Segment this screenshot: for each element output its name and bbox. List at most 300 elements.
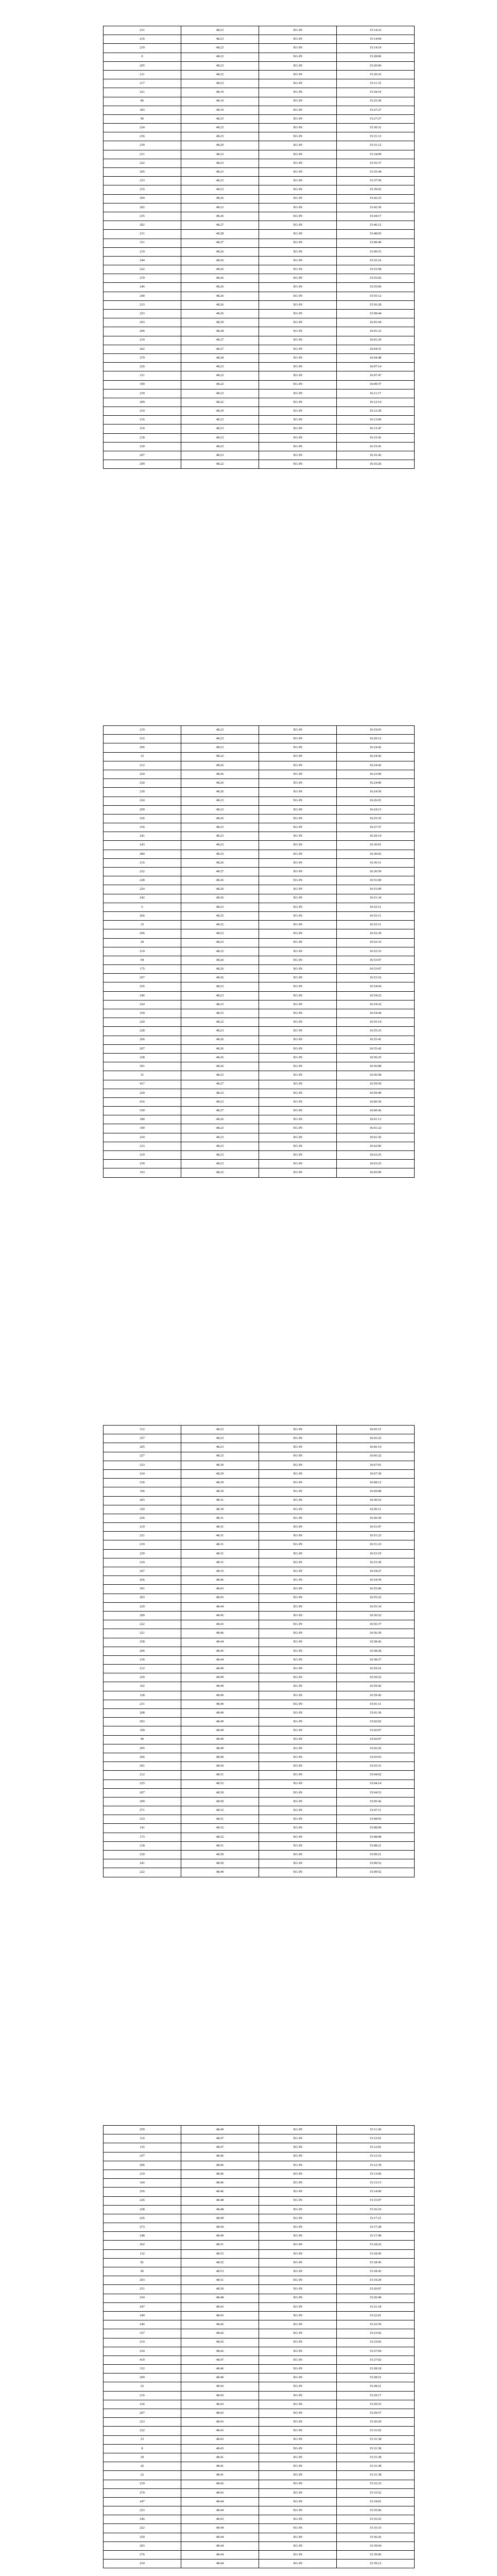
code-cell: XG-IN <box>259 2418 337 2427</box>
value-cell: 48.44 <box>181 2506 259 2515</box>
time-cell: 15:52:16 <box>337 256 415 265</box>
value-cell: 48.23 <box>181 203 259 212</box>
id-cell: 229 <box>104 1549 181 1558</box>
time-cell: 16:56:08 <box>337 1062 415 1071</box>
time-cell: 16:29:14 <box>337 832 415 841</box>
time-cell: 16:54:39 <box>337 1576 415 1585</box>
table-row <box>104 752 415 761</box>
code-cell: XG-IN <box>259 1107 337 1115</box>
code-cell: XG-IN <box>259 318 337 327</box>
value-cell: 48.23 <box>181 416 259 425</box>
id-cell: 229 <box>104 1089 181 1097</box>
table-row <box>104 124 415 132</box>
table-row <box>104 1859 415 1868</box>
code-cell: XG-IN <box>259 1602 337 1611</box>
value-cell: 48.29 <box>181 318 259 327</box>
id-cell: 219 <box>104 1540 181 1549</box>
time-cell: 15:16:10 <box>337 2205 415 2214</box>
code-cell: XG-IN <box>259 44 337 53</box>
table-row <box>104 2276 415 2285</box>
id-cell: 304 <box>104 194 181 203</box>
table-row <box>104 2524 415 2533</box>
code-cell: XG-IN <box>259 1558 337 1567</box>
code-cell: XG-IN <box>259 1514 337 1522</box>
id-cell: 234 <box>104 2560 181 2568</box>
time-cell: 15:09:21 <box>337 1851 415 1859</box>
table-row <box>104 1089 415 1097</box>
code-cell: XG-IN <box>259 1682 337 1691</box>
time-cell: 16:65:09 <box>337 1168 415 1177</box>
table-row <box>104 1160 415 1168</box>
time-cell: 15:27:04 <box>337 2347 415 2355</box>
value-cell: 48.23 <box>181 841 259 850</box>
value-cell: 48.31 <box>181 1558 259 1567</box>
time-cell: 16:54:32 <box>337 1000 415 1009</box>
id-cell: 226 <box>104 2196 181 2205</box>
value-cell: 48.49 <box>181 1735 259 1744</box>
code-cell: XG-IN <box>259 1744 337 1753</box>
id-cell: 239 <box>104 1160 181 1168</box>
table-row <box>104 1824 415 1833</box>
time-cell: 16:26:01 <box>337 796 415 805</box>
table-row <box>104 292 415 300</box>
value-cell: 48.43 <box>181 2435 259 2444</box>
time-cell: 16:51:09 <box>337 885 415 894</box>
code-cell: XG-IN <box>259 345 337 353</box>
code-cell: XG-IN <box>259 53 337 61</box>
value-cell: 48.49 <box>181 1691 259 1700</box>
table-row <box>104 1540 415 1549</box>
value-cell: 48.23 <box>181 1160 259 1168</box>
code-cell: XG-IN <box>259 212 337 221</box>
code-cell: XG-IN <box>259 2480 337 2488</box>
id-cell: 224 <box>104 124 181 132</box>
code-cell: XG-IN <box>259 1160 337 1168</box>
table-row <box>104 965 415 974</box>
code-cell: XG-IN <box>259 35 337 44</box>
value-cell: 48.49 <box>181 1726 259 1735</box>
id-cell: 207 <box>104 1788 181 1797</box>
time-cell: 15:31:38 <box>337 2471 415 2480</box>
value-cell: 48.42 <box>181 2480 259 2488</box>
time-cell: 16:60:30 <box>337 1097 415 1106</box>
table-row <box>104 1115 415 1124</box>
code-cell: XG-IN <box>259 380 337 389</box>
time-cell: 16:59:16 <box>337 1665 415 1673</box>
time-cell: 16:52:33 <box>337 947 415 956</box>
id-cell: 226 <box>104 1514 181 1522</box>
value-cell: 48.46 <box>181 1576 259 1585</box>
id-cell: 205 <box>104 61 181 70</box>
time-cell: 16:69:08 <box>337 1487 415 1496</box>
time-cell: 15:01:30 <box>337 1709 415 1718</box>
code-cell: XG-IN <box>259 451 337 460</box>
value-cell: 48.29 <box>181 141 259 150</box>
value-cell: 48.46 <box>181 2365 259 2374</box>
id-cell: 231 <box>104 1700 181 1708</box>
value-cell: 48.23 <box>181 79 259 88</box>
time-cell: 16:56:39 <box>337 1629 415 1638</box>
code-cell: XG-IN <box>259 88 337 97</box>
table-row <box>104 2241 415 2249</box>
time-cell: 15:08:21 <box>337 1841 415 1850</box>
table-row <box>104 44 415 53</box>
time-cell: 16:24:42 <box>337 752 415 761</box>
id-cell: 226 <box>104 2214 181 2223</box>
table-row <box>104 1080 415 1089</box>
value-cell: 48.44 <box>181 2541 259 2550</box>
table-row <box>104 1797 415 1806</box>
time-cell: 15:46:12 <box>337 221 415 230</box>
table-row <box>104 1018 415 1027</box>
id-cell: 96 <box>104 1735 181 1744</box>
id-cell: 236 <box>104 132 181 141</box>
time-cell: 16:68:12 <box>337 1479 415 1487</box>
table-row <box>104 2232 415 2241</box>
code-cell: XG-IN <box>259 1824 337 1833</box>
time-cell: 15:11:20 <box>337 2126 415 2134</box>
value-cell: 48.44 <box>181 2524 259 2533</box>
id-cell: 233 <box>104 1815 181 1824</box>
code-cell: XG-IN <box>259 1523 337 1532</box>
time-cell: 15:31:02 <box>337 2427 415 2435</box>
id-cell: 86 <box>104 97 181 106</box>
table-row <box>104 1655 415 1664</box>
id-cell: 114 <box>104 2134 181 2143</box>
time-cell: 16:65:15 <box>337 1426 415 1434</box>
time-cell: 15:18:43 <box>337 2267 415 2276</box>
id-cell: 219 <box>104 947 181 956</box>
code-cell: XG-IN <box>259 1000 337 1009</box>
table-row <box>104 1107 415 1115</box>
id-cell: 33 <box>104 921 181 929</box>
id-cell: 229 <box>104 1673 181 1682</box>
table-row <box>104 1815 415 1824</box>
code-cell: XG-IN <box>259 841 337 850</box>
value-cell: 48.31 <box>181 1523 259 1532</box>
code-cell: XG-IN <box>259 894 337 903</box>
code-cell: XG-IN <box>259 735 337 743</box>
table-row <box>104 1036 415 1044</box>
table-row <box>104 2143 415 2152</box>
id-cell: 258 <box>104 1638 181 1647</box>
id-cell: 233 <box>104 1461 181 1469</box>
value-cell: 48.47 <box>181 2143 259 2152</box>
id-cell: 219 <box>104 1151 181 1160</box>
code-cell: XG-IN <box>259 1665 337 1673</box>
table-row <box>104 2560 415 2568</box>
value-cell: 48.26 <box>181 1115 259 1124</box>
value-cell: 48.23 <box>181 1142 259 1150</box>
code-cell: XG-IN <box>259 1762 337 1771</box>
id-cell: 218 <box>104 433 181 442</box>
table-row <box>104 2427 415 2435</box>
code-cell: XG-IN <box>259 2134 337 2143</box>
time-cell: 15:34:09 <box>337 150 415 159</box>
time-cell: 16:24:00 <box>337 779 415 788</box>
table-row <box>104 230 415 239</box>
table-row <box>104 1762 415 1771</box>
table-row <box>104 389 415 398</box>
id-cell: 243 <box>104 841 181 850</box>
id-cell: 330 <box>104 1107 181 1115</box>
value-cell: 48.23 <box>181 168 259 177</box>
table-row <box>104 2223 415 2232</box>
table-row <box>104 1000 415 1009</box>
code-cell: XG-IN <box>259 832 337 841</box>
time-cell: 16:11:17 <box>337 389 415 398</box>
value-cell: 48.23 <box>181 1124 259 1133</box>
table-row <box>104 2302 415 2311</box>
id-cell: 207 <box>104 2409 181 2418</box>
id-cell: 209 <box>104 2374 181 2382</box>
value-cell: 48.49 <box>181 1709 259 1718</box>
table-row <box>104 921 415 929</box>
value-cell: 48.26 <box>181 247 259 256</box>
id-cell: 206 <box>104 1753 181 1761</box>
id-cell: 331 <box>104 239 181 247</box>
value-cell: 48.23 <box>181 35 259 44</box>
value-cell: 48.27 <box>181 221 259 230</box>
table-row <box>104 1806 415 1815</box>
value-cell: 48.43 <box>181 1585 259 1594</box>
id-cell: 209 <box>104 1797 181 1806</box>
code-cell: XG-IN <box>259 2515 337 2524</box>
time-cell: 16:51:23 <box>337 1540 415 1549</box>
time-cell: 16:63:25 <box>337 1160 415 1168</box>
value-cell: 48.23 <box>181 1097 259 1106</box>
value-cell: 48.41 <box>181 2471 259 2480</box>
value-cell: 48.22 <box>181 1018 259 1027</box>
code-cell: XG-IN <box>259 947 337 956</box>
time-cell: 16:65:22 <box>337 1434 415 1443</box>
table-row <box>104 212 415 221</box>
id-cell: 222 <box>104 1620 181 1629</box>
code-cell: XG-IN <box>259 1009 337 1018</box>
code-cell: XG-IN <box>259 194 337 203</box>
time-cell: 15:02:02 <box>337 1718 415 1726</box>
value-cell: 48.50 <box>181 2285 259 2294</box>
id-cell: 211 <box>104 371 181 380</box>
value-cell: 48.23 <box>181 451 259 460</box>
time-cell: 16:01:04 <box>337 318 415 327</box>
id-cell: 246 <box>104 2515 181 2524</box>
time-cell: 15:20:16 <box>337 70 415 79</box>
id-cell: 226 <box>104 814 181 823</box>
table-row <box>104 185 415 194</box>
time-cell: 16:52:11 <box>337 911 415 920</box>
value-cell: 48.29 <box>181 1469 259 1478</box>
code-cell: XG-IN <box>259 2241 337 2249</box>
id-cell: 222 <box>104 868 181 876</box>
id-cell: 230 <box>104 442 181 451</box>
id-cell: 327 <box>104 1434 181 1443</box>
id-cell: 234 <box>104 407 181 416</box>
id-cell: 216 <box>104 416 181 425</box>
value-cell: 48.26 <box>181 265 259 274</box>
value-cell: 48.49 <box>181 1665 259 1673</box>
time-cell: 16:59:49 <box>337 1089 415 1097</box>
time-cell: 16:27:57 <box>337 823 415 832</box>
code-cell: XG-IN <box>259 2497 337 2506</box>
time-cell: 15:49:49 <box>337 239 415 247</box>
code-cell: XG-IN <box>259 1806 337 1815</box>
value-cell: 48.26 <box>181 770 259 778</box>
code-cell: XG-IN <box>259 1611 337 1620</box>
code-cell: XG-IN <box>259 2320 337 2329</box>
time-cell: 16:16:42 <box>337 451 415 460</box>
code-cell: XG-IN <box>259 239 337 247</box>
table-row <box>104 1833 415 1841</box>
value-cell: 48.50 <box>181 1788 259 1797</box>
id-cell: 270 <box>104 274 181 283</box>
value-cell: 48.43 <box>181 2418 259 2427</box>
table-row <box>104 2488 415 2497</box>
id-cell: 267 <box>104 974 181 982</box>
id-cell: 259 <box>104 2126 181 2134</box>
time-cell: 15:39:02 <box>337 185 415 194</box>
code-cell: XG-IN <box>259 1726 337 1735</box>
table-row <box>104 2418 415 2427</box>
id-cell: 241 <box>104 1859 181 1868</box>
table-row <box>104 150 415 159</box>
table-row <box>104 938 415 947</box>
code-cell: XG-IN <box>259 283 337 292</box>
value-cell: 48.53 <box>181 2249 259 2258</box>
id-cell: 224 <box>104 770 181 778</box>
table-row <box>104 239 415 247</box>
value-cell: 48.22 <box>181 460 259 469</box>
time-cell: 15:31:38 <box>337 2453 415 2462</box>
time-cell: 16:55:14 <box>337 1018 415 1027</box>
time-cell: 15:14:19 <box>337 44 415 53</box>
table-row <box>104 894 415 903</box>
table-row <box>104 159 415 167</box>
table-row <box>104 2161 415 2170</box>
table-row <box>104 1452 415 1461</box>
id-cell: 208 <box>104 1709 181 1718</box>
table-row <box>104 2267 415 2276</box>
table-row <box>104 1558 415 1567</box>
time-cell: 16:59:42 <box>337 1682 415 1691</box>
code-cell: XG-IN <box>259 974 337 982</box>
value-cell: 48.47 <box>181 2134 259 2143</box>
id-cell: 209 <box>104 805 181 814</box>
id-cell: 276 <box>104 2551 181 2560</box>
table-row <box>104 2338 415 2347</box>
id-cell: 190 <box>104 1124 181 1133</box>
time-cell: 16:50:16 <box>337 1496 415 1505</box>
value-cell: 48.48 <box>181 2205 259 2214</box>
time-cell: 15:20:49 <box>337 2294 415 2302</box>
code-cell: XG-IN <box>259 788 337 796</box>
table-row <box>104 26 415 35</box>
table-row <box>104 283 415 292</box>
code-cell: XG-IN <box>259 1638 337 1647</box>
code-cell: XG-IN <box>259 1434 337 1443</box>
value-cell: 48.31 <box>181 1540 259 1549</box>
value-cell: 48.22 <box>181 947 259 956</box>
id-cell: 205 <box>104 168 181 177</box>
value-cell: 48.30 <box>181 1505 259 1514</box>
code-cell: XG-IN <box>259 726 337 735</box>
value-cell: 48.45 <box>181 1611 259 1620</box>
id-cell: 233 <box>104 300 181 309</box>
value-cell: 48.26 <box>181 292 259 300</box>
code-cell: XG-IN <box>259 1540 337 1549</box>
time-cell: 15:29:53 <box>337 2400 415 2409</box>
value-cell: 48.23 <box>181 1151 259 1160</box>
time-cell: 16:36:59 <box>337 868 415 876</box>
id-cell: 221 <box>104 1532 181 1540</box>
table-row <box>104 345 415 353</box>
code-cell: XG-IN <box>259 442 337 451</box>
id-cell: 202 <box>104 345 181 353</box>
table-row <box>104 247 415 256</box>
value-cell: 48.42 <box>181 2338 259 2347</box>
time-cell: 16:07:47 <box>337 371 415 380</box>
code-cell: XG-IN <box>259 1124 337 1133</box>
id-cell: 222 <box>104 1868 181 1877</box>
time-cell: 15:35:33 <box>337 2524 415 2533</box>
value-cell: 48.23 <box>181 903 259 911</box>
id-cell: 31 <box>104 1071 181 1080</box>
time-cell: 16:30:02 <box>337 850 415 858</box>
time-cell: 15:12:01 <box>337 2143 415 2152</box>
code-cell: XG-IN <box>259 327 337 336</box>
value-cell: 48.50 <box>181 2223 259 2232</box>
time-cell: 15:35:25 <box>337 2515 415 2524</box>
code-cell: XG-IN <box>259 1815 337 1824</box>
value-cell: 48.44 <box>181 1655 259 1664</box>
value-cell: 48.23 <box>181 159 259 167</box>
id-cell: 212 <box>104 735 181 743</box>
code-cell: XG-IN <box>259 2524 337 2533</box>
value-cell: 48.23 <box>181 1434 259 1443</box>
time-cell: 15:15:07 <box>337 2196 415 2205</box>
table-row <box>104 2444 415 2453</box>
code-cell: XG-IN <box>259 2374 337 2382</box>
time-cell: 15:28:18 <box>337 2365 415 2374</box>
value-cell: 48.31 <box>181 1549 259 1558</box>
id-cell: 180 <box>104 1115 181 1124</box>
time-cell: 16:63:25 <box>337 1151 415 1160</box>
table-row <box>104 1523 415 1532</box>
table-row <box>104 61 415 70</box>
code-cell: XG-IN <box>259 2285 337 2294</box>
table-row <box>104 735 415 743</box>
time-cell: 15:22:01 <box>337 2311 415 2320</box>
code-cell: XG-IN <box>259 1089 337 1097</box>
id-cell: 270 <box>104 2488 181 2497</box>
time-cell: 15:23:02 <box>337 2338 415 2347</box>
code-cell: XG-IN <box>259 743 337 752</box>
id-cell: 203 <box>104 318 181 327</box>
data-table-1 <box>103 26 415 469</box>
code-cell: XG-IN <box>259 2329 337 2338</box>
id-cell: 235 <box>104 212 181 221</box>
table-row <box>104 2214 415 2223</box>
table-row <box>104 2285 415 2294</box>
table-row <box>104 1027 415 1036</box>
id-cell: 5 <box>104 903 181 911</box>
value-cell: 48.47 <box>181 2355 259 2364</box>
id-cell: 296 <box>104 929 181 938</box>
id-cell: 234 <box>104 1558 181 1567</box>
table-row <box>104 1151 415 1160</box>
id-cell: 202 <box>104 221 181 230</box>
code-cell: XG-IN <box>259 1549 337 1558</box>
